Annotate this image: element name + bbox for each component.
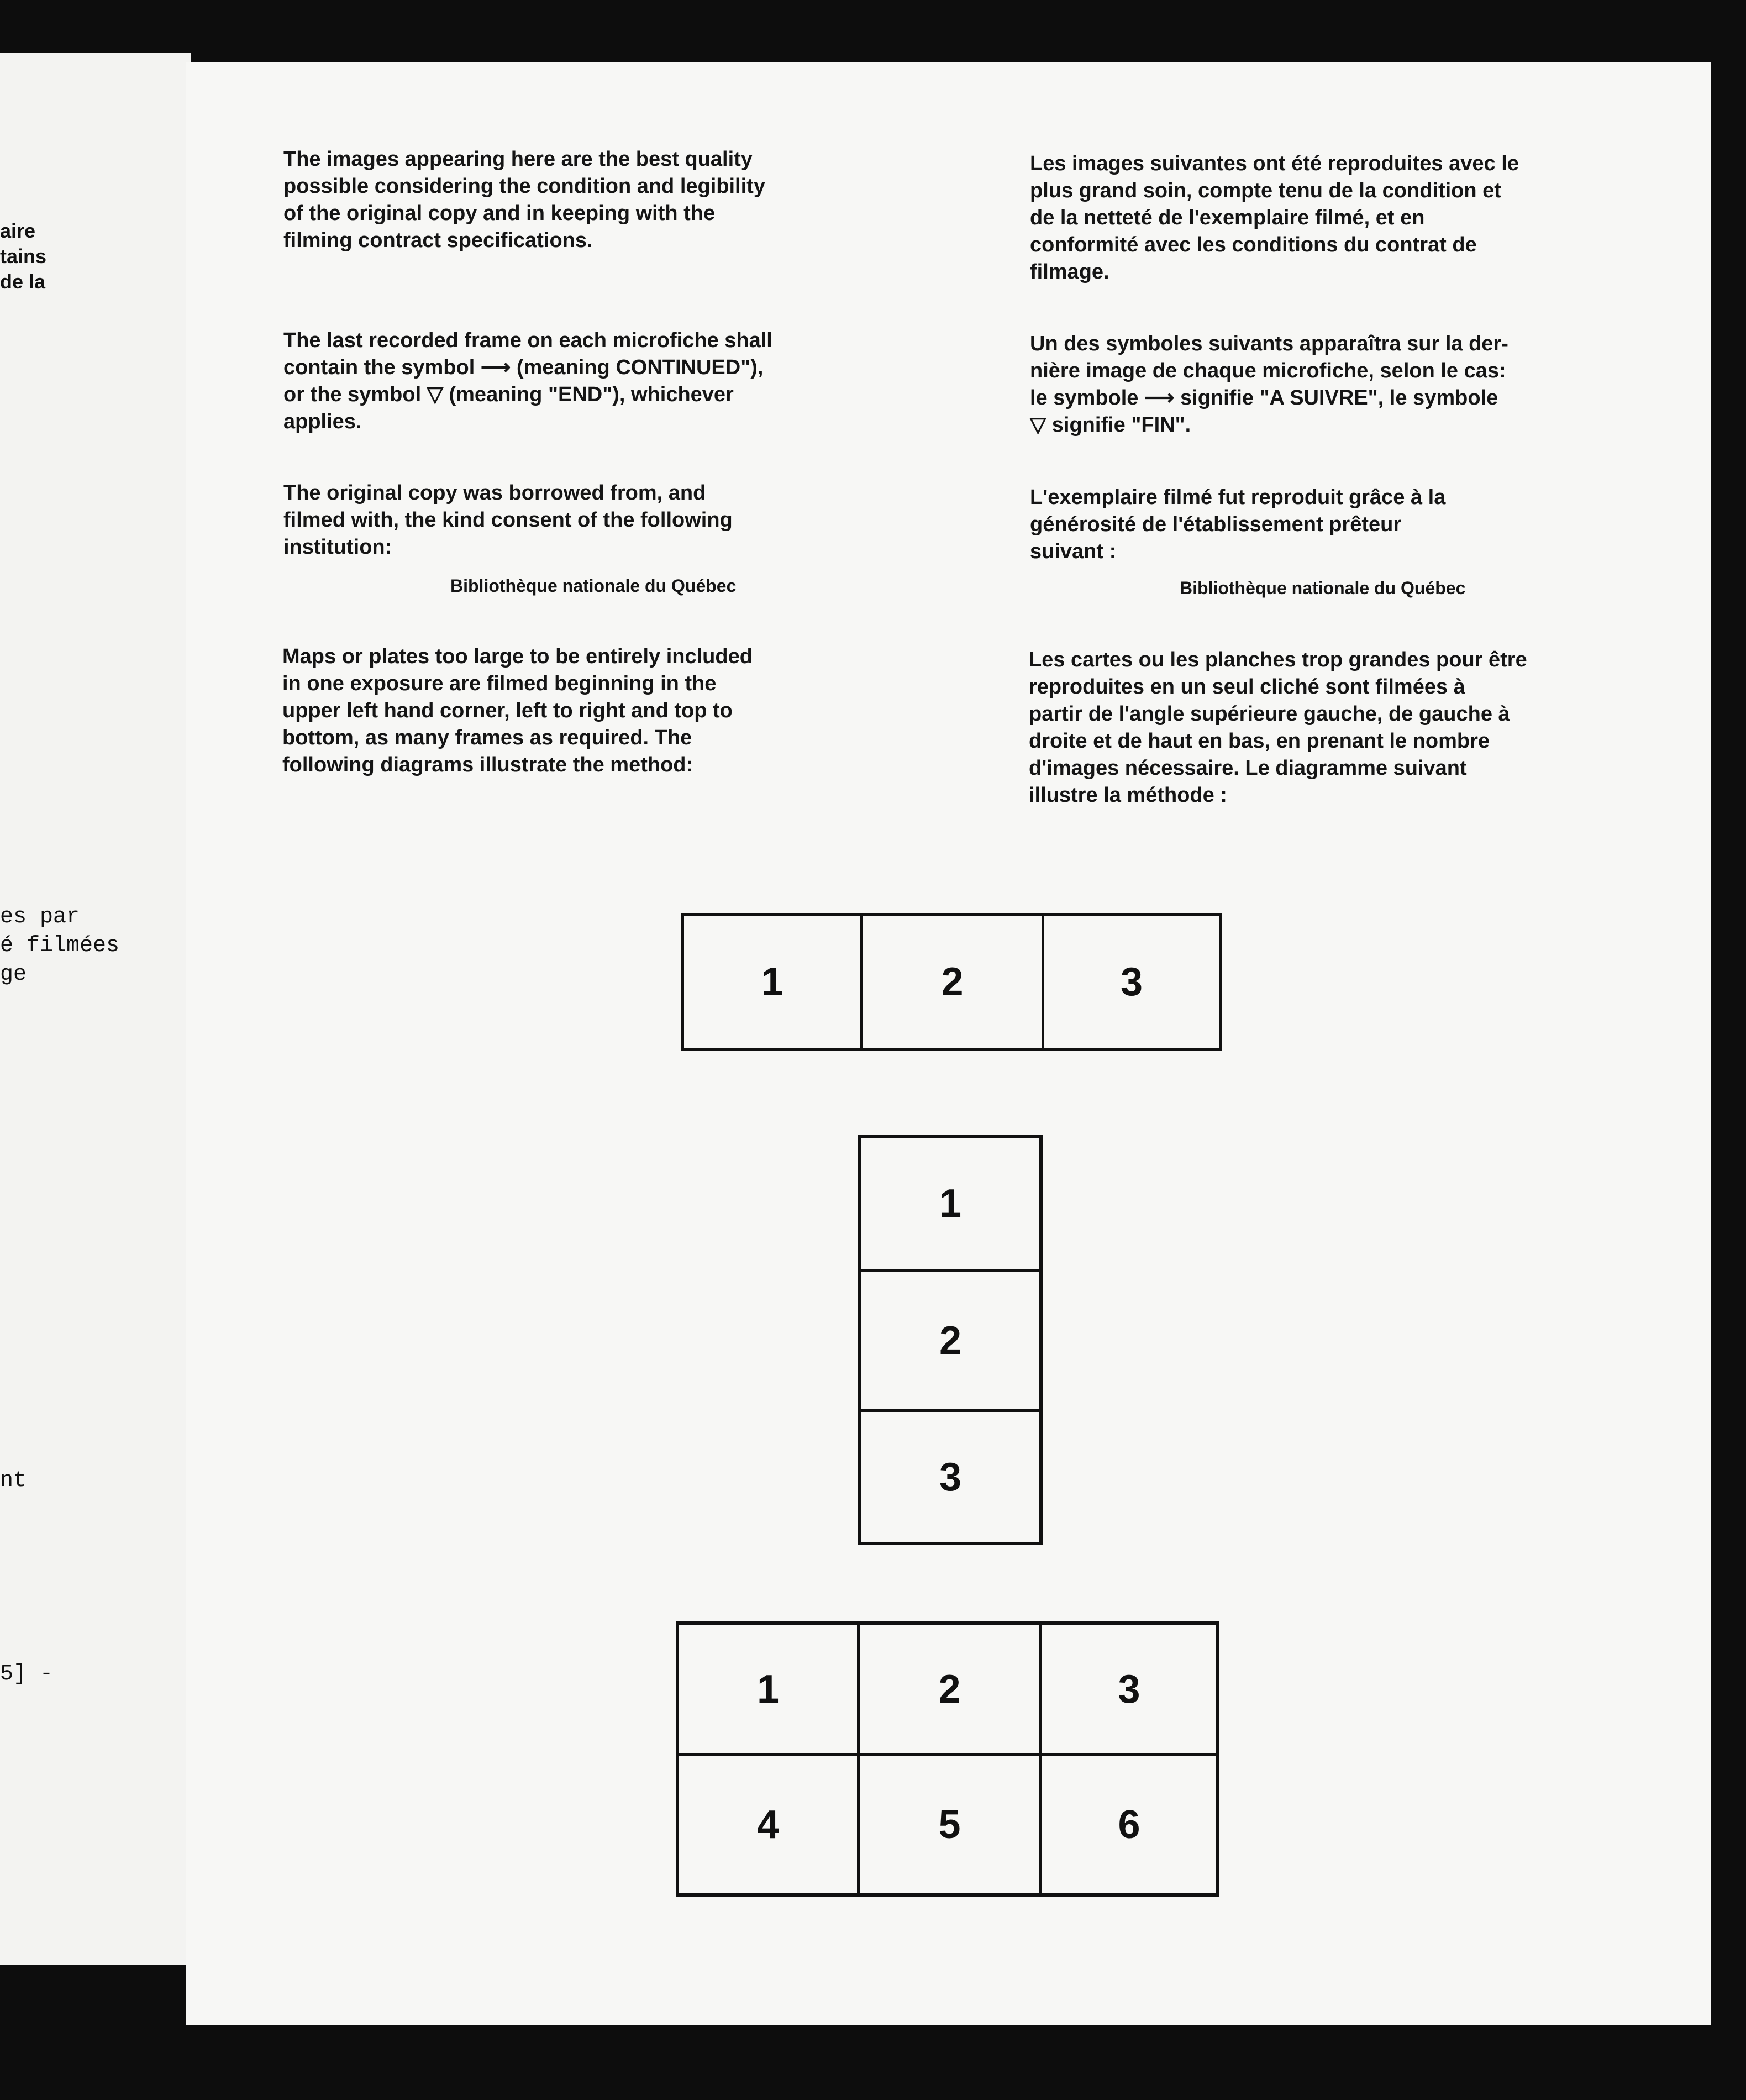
left-fragment-text: nt [0, 1468, 27, 1493]
french-borrowed-notice: L'exemplaire filmé fut reproduit grâce à la générosité de l'établissement prêteur suivant : [1030, 486, 1446, 563]
english-symbol-notice: The last recorded frame on each microfiche shall contain the symbol ⟶ (meaning CONTINUED"), or the symbol ▽ (meaning "END"), whichever applies. [283, 329, 772, 433]
main-page [186, 62, 1711, 2025]
grid-frame-diagram [676, 1621, 1219, 1897]
frame-cell: 2 [939, 1318, 962, 1363]
frame-cell: 1 [761, 960, 783, 1004]
english-borrowed-notice: The original copy was borrowed from, and filmed with, the kind consent of the following institution: [283, 481, 733, 559]
english-maps-notice: Maps or plates too large to be entirely included in one exposure are filmed beginning in the upper left hand corner, left to right and top to bottom, as many frames as required. The following diagrams illustrate the method: [282, 645, 753, 776]
frame-cell: 1 [939, 1182, 962, 1226]
left-fragment-text: 5] - [0, 1662, 54, 1687]
left-fragment-text: tains [0, 245, 47, 267]
frame-cell: 2 [938, 1667, 961, 1712]
frame-cell: 1 [756, 1667, 780, 1712]
left-fragment-text: ge [0, 962, 27, 987]
frame-cell: 4 [756, 1803, 780, 1847]
frame-cell: 5 [938, 1803, 961, 1847]
left-fragment-text: aire [0, 219, 36, 242]
frame-cell: 6 [1118, 1803, 1140, 1847]
left-page-fragment [0, 53, 191, 1965]
vertical-frame-diagram [858, 1135, 1043, 1545]
left-fragment-text: é filmées [0, 933, 120, 958]
frame-cell: 2 [941, 960, 964, 1004]
english-institution-name: Bibliothèque nationale du Québec [450, 576, 737, 596]
french-institution-name: Bibliothèque nationale du Québec [1180, 578, 1466, 598]
french-quality-notice: Les images suivantes ont été reproduites avec le plus grand soin, compte tenu de la condition et de la netteté de l'exemplaire filmé, et en conformité avec les conditions du contrat de filmage. [1030, 152, 1519, 284]
left-fragment-text: es par [0, 905, 80, 930]
french-maps-notice: Les cartes ou les planches trop grandes pour être reproduites en un seul cliché sont filmées à partir de l'angle supérieure gauche, de gauche à droite et de haut en bas, en prenant le nombre d'images nécessaire. Le diagramme suivant illustre la méthode : [1029, 648, 1527, 807]
frame-cell: 3 [939, 1455, 962, 1499]
horizontal-frame-diagram [681, 913, 1222, 1051]
english-quality-notice: The images appearing here are the best quality possible considering the condition and legibility of the original copy and in keeping with the filming contract specifications. [283, 148, 765, 252]
french-symbol-notice: Un des symboles suivants apparaîtra sur la der- nière image de chaque microfiche, selon le cas: le symbole ⟶ signifie "A SUIVRE", le symbole ▽ signifie "FIN". [1030, 332, 1508, 437]
frame-cell: 3 [1118, 1667, 1140, 1712]
left-fragment-text: de la [0, 270, 46, 293]
frame-cell: 3 [1120, 960, 1143, 1004]
